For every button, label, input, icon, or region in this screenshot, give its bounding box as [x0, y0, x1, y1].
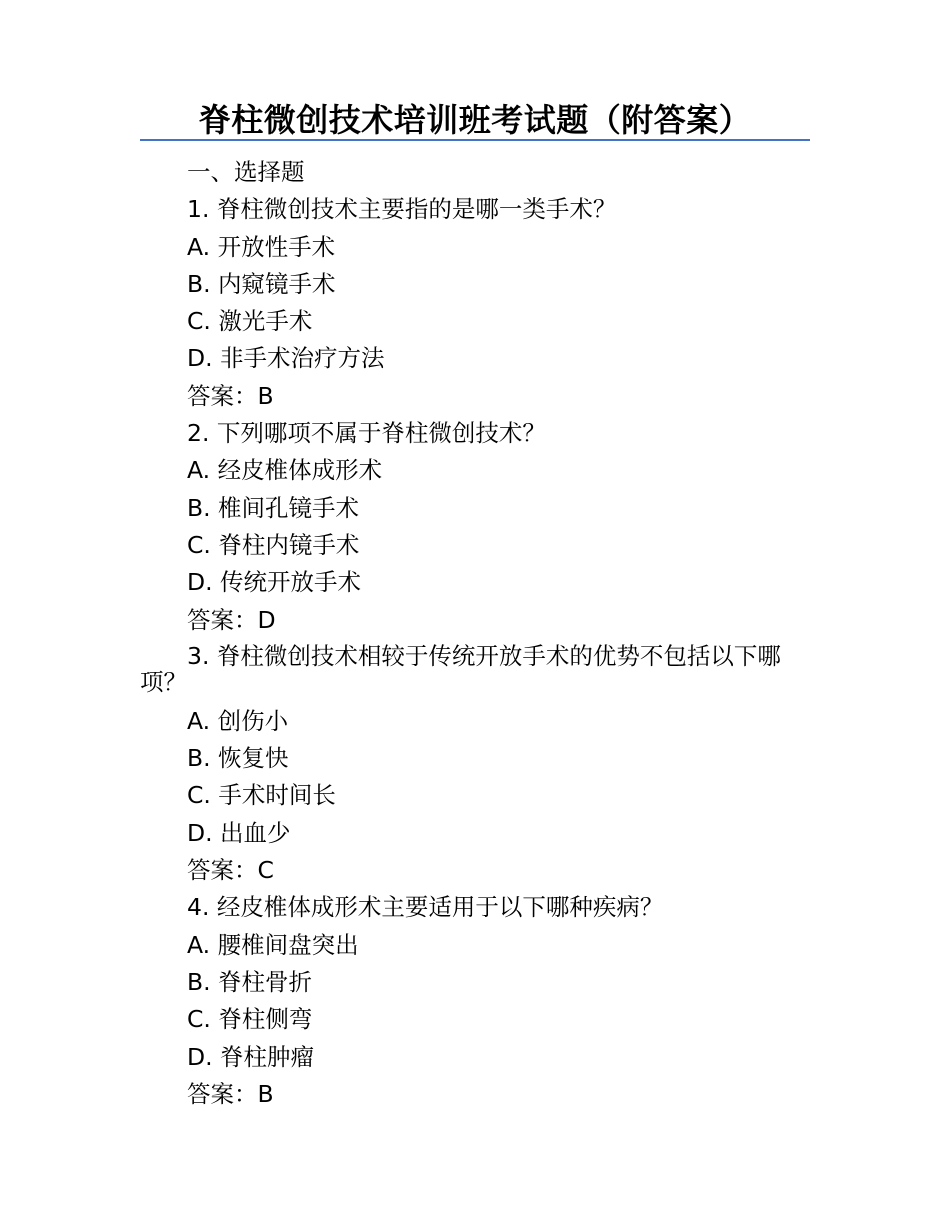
option-1c: C. 激光手术 [187, 307, 313, 336]
option-3a: A. 创伤小 [187, 706, 289, 735]
option-4a: A. 腰椎间盘突出 [187, 930, 359, 959]
option-4c: C. 脊柱侧弯 [187, 1005, 313, 1034]
question-1: 1. 脊柱微创技术主要指的是哪一类手术？ [187, 195, 617, 224]
option-2d: D. 传统开放手术 [187, 568, 362, 597]
option-1b: B. 内窥镜手术 [187, 269, 336, 298]
option-4d: D. 脊柱肿瘤 [187, 1042, 315, 1071]
option-3d: D. 出血少 [187, 818, 291, 847]
answer-3: 答案：C [187, 856, 274, 885]
answer-2: 答案：D [187, 605, 276, 634]
section-heading: 一、选择题 [187, 158, 305, 186]
document-title: 脊柱微创技术培训班考试题（附答案） [198, 101, 752, 139]
option-2c: C. 脊柱内镜手术 [187, 530, 360, 559]
question-4: 4. 经皮椎体成形术主要适用于以下哪种疾病？ [187, 893, 664, 922]
option-1d: D. 非手术治疗方法 [187, 344, 385, 373]
option-1a: A. 开放性手术 [187, 232, 336, 261]
option-3c: C. 手术时间长 [187, 781, 336, 810]
answer-1: 答案：B [187, 381, 274, 410]
document-body [140, 154, 810, 1113]
question-3: 3. 脊柱微创技术相较于传统开放手术的优势不包括以下哪项？ [140, 641, 781, 696]
title-underline [140, 139, 810, 141]
option-2a: A. 经皮椎体成形术 [187, 456, 383, 485]
option-4b: B. 脊柱骨折 [187, 967, 313, 996]
question-2: 2. 下列哪项不属于脊柱微创技术？ [187, 419, 546, 448]
answer-4: 答案：B [187, 1079, 274, 1108]
option-3b: B. 恢复快 [187, 744, 289, 773]
option-2b: B. 椎间孔镜手术 [187, 493, 360, 522]
